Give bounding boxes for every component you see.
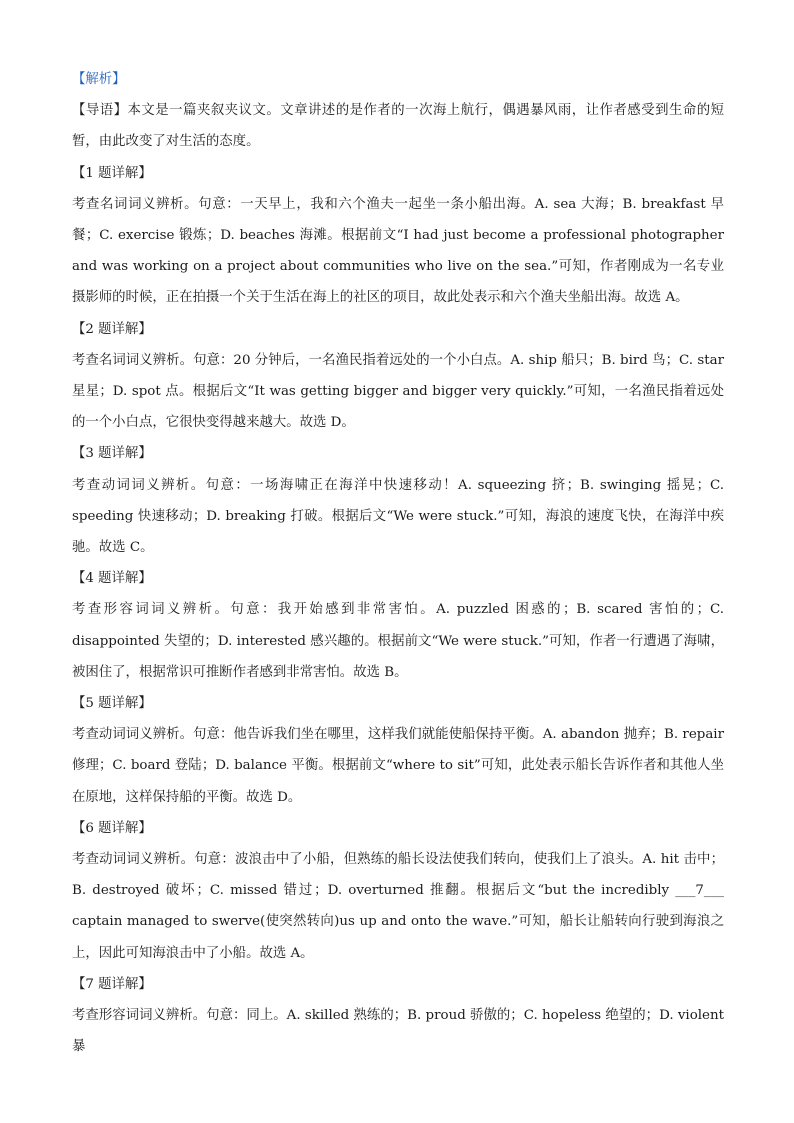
section-body: 考查动词词义辨析。句意：他告诉我们坐在哪里，这样我们就能使船保持平衡。A. abandon 抛弃；B. repair 修理；C. board 登陆；D. balance 平衡。根据前文“where to sit”可知，此处表示船长告诉作者和其他人坐在原地，这样保持船的平衡。故选 D。 xyxy=(72,727,724,805)
section-heading: 【7 题详解】 xyxy=(72,976,152,992)
document-content xyxy=(72,64,724,1063)
section-body: 考查动词词义辨析。句意：一场海啸正在海洋中快速移动！A. squeezing 挤；B. swinging 摇晃；C. speeding 快速移动；D. breaking 打破。根据后文“We were stuck.”可知，海浪的速度飞快，在海洋中疾驰。故选 C。 xyxy=(72,477,724,556)
section-body: 考查形容词词义辨析。句意：同上。A. skilled 熟练的；B. proud 骄傲的；C. hopeless 绝望的；D. violent 暴 xyxy=(72,1008,724,1055)
intro-paragraph: 【导语】本文是一篇夹叙夹议文。文章讲述的是作者的一次海上航行，偶遇暴风雨，让作者感受到生命的短暂，由此改变了对生活的态度。 xyxy=(72,103,724,150)
section-heading: 【1 题详解】 xyxy=(72,165,152,181)
section-heading: 【5 题详解】 xyxy=(72,696,152,712)
section-body: 考查名词词义辨析。句意：20 分钟后，一名渔民指着远处的一个小白点。A. ship 船只；B. bird 鸟；C. star 星星；D. spot 点。根据后文“It was getting bigger and bigger very quickly.”可知，一名渔民指着远处的一个小白点，它很快变得越来越大。故选 D。 xyxy=(72,352,724,431)
section-body: 考查名词词义辨析。句意：一天早上，我和六个渔夫一起坐一条小船出海。A. sea 大海；B. breakfast 早餐；C. exercise 锻炼；D. beaches 海滩。根据前文“I had just become a professional photographer and was working on a project about communities who live on the sea.”可知，作者刚成为一名专业摄影师的时候，正在拍摄一个关于生活在海上的社区的项目，故此处表示和六个渔夫坐船出海。故选 A。 xyxy=(72,196,724,306)
analysis-label: 【解析】 xyxy=(72,72,126,87)
section-heading: 【4 题详解】 xyxy=(72,571,152,587)
section-body: 考查动词词义辨析。句意：波浪击中了小船，但熟练的船长设法使我们转向，使我们上了浪头。A. hit 击中；B. destroyed 破坏；C. missed 错过；D. overturned 推翻。根据后文“but the incredibly ___7___ captain managed to swerve(使突然转向)us up and onto the wave.”可知，船长让船转向行驶到海浪之上，因此可知海浪击中了小船。故选 A。 xyxy=(72,852,724,961)
section-heading: 【2 题详解】 xyxy=(72,321,152,337)
section-body: 考查形容词词义辨析。句意：我开始感到非常害怕。A. puzzled 困惑的；B. scared 害怕的；C. disappointed 失望的；D. interested 感兴趣的。根据前文“We were stuck.”可知，作者一行遭遇了海啸，被困住了，根据常识可推断作者感到非常害怕。故选 B。 xyxy=(72,602,724,680)
section-heading: 【3 题详解】 xyxy=(72,446,152,462)
section-heading: 【6 题详解】 xyxy=(72,820,152,836)
